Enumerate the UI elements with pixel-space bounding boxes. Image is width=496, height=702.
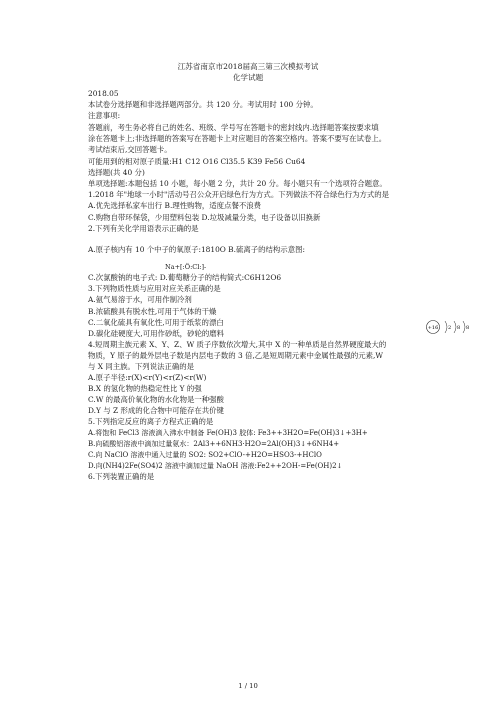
question-5-option-b: B.向硫酸铝溶液中滴加过量氨水：2Al3++6NH3·H2O=2Al(OH)3↓+6NH4+ <box>88 440 340 448</box>
exam-date: 2018.05 <box>88 89 119 98</box>
electron-formula: Na+[:Ö:Cl:]- <box>165 263 207 271</box>
question-5: 5.下列指定反应的离子方程式正确的是 <box>88 417 214 426</box>
shell-2-electrons: 8 <box>457 325 461 331</box>
shell-1-electrons: 2 <box>448 325 452 331</box>
question-3: 3.下列物质性质与应用对应关系正确的是 <box>88 284 221 293</box>
notice-line-1: 答题前，考生务必将自己的姓名、班级、学号写在答题卡的密封线内.选择题答案按要求填 <box>88 123 379 132</box>
question-4-option-c: C.W 的最高价氧化物的水化物是一种强酸 <box>88 395 224 404</box>
question-1: 1.2018 年"地球一小时"活动号召公众开启绿色行为方式。下列做法不符合绿色行为方式的是 <box>88 190 390 199</box>
notice-heading: 注意事项: <box>88 111 121 120</box>
question-2: 2.下列有关化学用语表示正确的是 <box>88 224 199 233</box>
question-4-line-3: 与 X 同主族。下列说法正确的是 <box>88 362 195 371</box>
notice-line-3: 考试结束后,交回答题卡。 <box>88 145 172 154</box>
question-6: 6.下列装置正确的是 <box>88 472 155 481</box>
question-4-option-d: D.Y 与 Z 形成的化合物中可能存在共价键 <box>88 406 224 415</box>
page-indicator: 1 / 10 <box>238 682 258 690</box>
question-4-option-a: A.原子半径:r(X)<r(Y)<r(Z)<r(W) <box>88 373 207 382</box>
question-5-option-d: D.向(NH4)2Fe(SO4)2 溶液中滴加过量 NaOH 溶液:Fe2++2OH-=Fe(OH)2↓ <box>88 462 343 470</box>
question-2-options-ab: A.原子核内有 10 个中子的氧原子:1810O B.硫离子的结构示意图: <box>88 245 305 254</box>
question-1-options-ab: A.优先选择私家车出行 B.理性购物，适度点餐不浪费 <box>88 201 262 210</box>
question-4-line-1: 4.短周期主族元素 X、Y、Z、W 质子序数依次增大,其中 X 的一种单质是自然界硬度最大的 <box>88 340 387 349</box>
question-3-option-d: D.碳化硅硬度大,可用作砂纸，砂轮的磨料 <box>88 329 225 338</box>
question-2-options-cd: C.次氯酸钠的电子式: D.葡萄糖分子的结构简式:C6H12O6 <box>88 273 282 282</box>
notice-line-2: 涂在答题卡上;非选择题的答案写在答题卡上对应题目的答案空格内。答案不要写在试卷上。 <box>88 134 387 143</box>
question-3-option-c: C.二氧化硫具有氧化性,可用于纸浆的漂白 <box>88 318 224 327</box>
sulfide-ion-diagram <box>424 318 478 336</box>
atomic-masses: 可能用到的相对原子质量:H1 C12 O16 Cl35.5 K39 Fe56 Cu64 <box>88 157 306 166</box>
exam-subtitle: 化学试题 <box>232 73 264 82</box>
question-5-option-a: A.将饱和 FeCl3 溶液滴入沸水中制备 Fe(OH)3 胶体: Fe3++3H2O=Fe(OH)3↓+3H+ <box>88 429 368 437</box>
question-3-option-a: A.氨气易溶于水，可用作制冷剂 <box>88 295 192 304</box>
question-1-options-cd: C.购物自带环保袋，少用塑料包装 D.垃圾减量分类，电子设备以旧换新 <box>88 213 321 222</box>
question-4-option-b: B.X 的氢化物的热稳定性比 Y 的强 <box>88 384 202 393</box>
question-3-option-b: B.浓硫酸具有脱水性,可用于气体的干燥 <box>88 307 217 316</box>
shell-3-electrons: 8 <box>466 325 470 331</box>
question-5-option-c: C.向 NaClO 溶液中通入过量的 SO2: SO2+ClO-+H2O=HSO3-+HClO <box>88 451 322 459</box>
nucleus-charge: +16 <box>427 325 439 331</box>
section-instructions: 单项选择题:本题包括 10 小题，每小题 2 分，共计 20 分。每小题只有一个选项符合题意。 <box>88 179 387 188</box>
exam-intro: 本试卷分选择题和非选择题两部分。共 120 分。考试用时 100 分钟。 <box>88 100 318 109</box>
question-4-line-2: 物质，Y 原子的最外层电子数是内层电子数的 3 倍,乙是短周期元素中金属性最强的元素,W <box>88 351 383 360</box>
section-heading: 选择题(共 40 分) <box>88 168 145 177</box>
exam-title: 江苏省南京市2018届高三第三次模拟考试 <box>177 62 319 71</box>
